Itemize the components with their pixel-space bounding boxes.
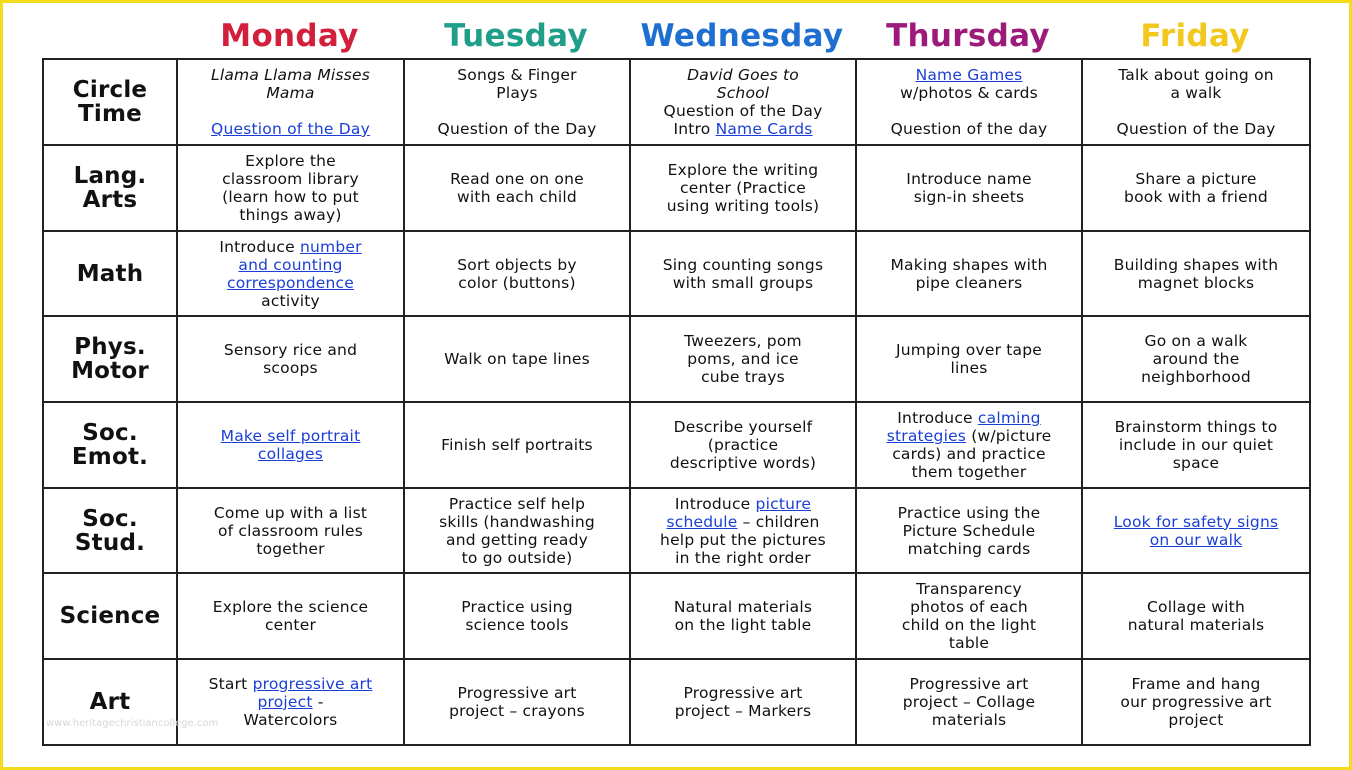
table-row [43,145,1310,231]
activity-text-line: activity [261,291,320,310]
subject-label [43,316,177,402]
activity-cell-friday [1082,316,1310,402]
activity-text-line [636,120,850,138]
activity-text-line: David Goes to [687,66,799,84]
activity-text-line: Frame and hang [1131,674,1261,693]
activity-text-line: Progressive art [457,683,577,702]
activity-link[interactable]: progressive art [252,674,373,693]
activity-cell-tuesday [404,402,630,488]
line-spacer [862,102,1076,120]
activity-text-line: Introduce name [906,169,1032,188]
activity-text-line: (practice [707,435,779,454]
activity-text-line [183,675,398,693]
activity-text-line: project – Markers [674,701,812,720]
activity-text-line: Plays [496,84,538,102]
activity-text-line [183,693,398,711]
activity-text-line: Sing counting songs [662,255,824,274]
activity-text-line [636,513,850,531]
activity-text-line: Question of the Day [1116,120,1276,138]
activity-cell-monday [177,145,404,231]
activity-text-line: lines [950,359,988,378]
subject-label-line: Science [59,603,161,630]
activity-link[interactable]: project [257,692,313,711]
activity-cell-friday [1082,231,1310,317]
day-header-monday: Monday [220,18,359,54]
activity-text: - [312,692,324,711]
activity-cell-thursday [856,59,1082,145]
activity-text-line: them together [911,462,1027,481]
activity-text-line: magnet blocks [1137,273,1255,292]
subject-label [43,402,177,488]
activity-text-line: Go on a walk [1144,332,1248,351]
activity-text: (w/picture [966,426,1052,445]
activity-text-line [862,427,1076,445]
activity-text-line: Transparency [916,580,1022,599]
activity-cell-wednesday [630,145,856,231]
activity-link[interactable]: collages [257,444,324,463]
activity-text-line: with each child [457,187,577,206]
day-header-friday: Friday [1140,18,1250,54]
day-header-thursday: Thursday [886,18,1050,54]
activity-text-line: Explore the writing [667,160,819,179]
activity-text-line: project – Collage [902,692,1036,711]
lesson-plan-table [42,58,1311,746]
activity-cell-thursday [856,488,1082,574]
activity-text-line: School [716,84,770,102]
activity-text-line: with small groups [672,273,814,292]
activity-text-line: center (Practice [680,178,806,197]
activity-text-line: sign-in sheets [913,187,1025,206]
activity-cell-wednesday [630,231,856,317]
activity-text-line: Read one on one [450,169,584,188]
activity-text-line: child on the light [901,616,1037,635]
activity-cell-wednesday [630,659,856,745]
activity-text-line: Sort objects by [457,255,577,274]
activity-cell-thursday [856,573,1082,659]
activity-text-line: Practice self help [448,494,586,513]
table-row [43,659,1310,745]
activity-cell-wednesday [630,488,856,574]
activity-link[interactable]: number [299,237,362,256]
subject-label-line: Lang. [73,162,147,189]
activity-text-line: materials [931,710,1007,729]
activity-link[interactable]: Make self portrait [220,426,361,445]
activity-text-line: poms, and ice [687,350,799,369]
activity-cell-wednesday [630,402,856,488]
activity-text-line: center [264,616,317,635]
activity-cell-monday [177,659,404,745]
activity-text-line: of classroom rules [217,521,364,540]
activity-text-line: a walk [1170,84,1222,102]
activity-text-line: Progressive art [683,683,803,702]
activity-text-line: Talk about going on [1118,66,1274,84]
activity-cell-monday [177,488,404,574]
activity-text-line: Question of the day [890,120,1048,138]
activity-text-line: Practice using the [897,503,1041,522]
table-row [43,573,1310,659]
activity-cell-friday [1082,488,1310,574]
activity-text: Intro [673,120,716,138]
activity-text-line: Brainstorm things to [1114,417,1278,436]
activity-link[interactable]: Question of the Day [211,120,370,138]
activity-cell-monday [177,573,404,659]
activity-cell-friday [1082,145,1310,231]
activity-text-line: project – crayons [449,701,585,720]
activity-text-line: (learn how to put [222,187,359,206]
activity-text-line: Explore the science [212,598,369,617]
activity-text-line: to go outside) [461,548,573,567]
activity-cell-tuesday [404,59,630,145]
subject-label [43,573,177,659]
activity-text-line: natural materials [1127,616,1265,635]
activity-text-line: Jumping over tape [895,341,1043,360]
activity-text: Introduce [897,408,978,427]
activity-text-line: help put the pictures [660,530,826,549]
activity-cell-tuesday [404,659,630,745]
subject-label [43,59,177,145]
activity-text-line: Explore the [245,151,336,170]
activity-text-line: cube trays [701,368,785,387]
subject-label-line: Math [76,260,144,287]
activity-text-line [636,495,850,513]
subject-label-line: Art [89,688,131,715]
subject-label-line: Soc. [82,419,138,446]
activity-cell-monday [177,316,404,402]
subject-label [43,145,177,231]
activity-text-line: using writing tools) [666,196,820,215]
activity-cell-monday [177,402,404,488]
subject-label-line: Emot. [71,443,149,470]
activity-link[interactable]: schedule [666,512,738,531]
activity-cell-thursday [856,402,1082,488]
activity-text-line: photos of each [910,598,1028,617]
activity-cell-thursday [856,145,1082,231]
activity-cell-tuesday [404,145,630,231]
activity-text-line: Natural materials [673,598,813,617]
subject-label-line: Time [78,101,142,127]
activity-text-line: neighborhood [1141,368,1251,387]
activity-cell-friday [1082,659,1310,745]
activity-cell-thursday [856,316,1082,402]
activity-text-line: Songs & Finger [457,66,577,84]
table-row [43,316,1310,402]
table-row [43,231,1310,317]
subject-label [43,488,177,574]
activity-cell-wednesday [630,573,856,659]
activity-link[interactable]: Name Games [915,66,1023,84]
activity-cell-friday [1082,59,1310,145]
activity-cell-monday [177,231,404,317]
activity-text-line: classroom library [222,169,359,188]
activity-text-line [183,238,398,256]
activity-text-line: Progressive art [909,674,1029,693]
activity-link[interactable]: strategies [886,426,967,445]
activity-cell-friday [1082,573,1310,659]
activity-text-line: color (buttons) [458,273,576,292]
subject-label-line: Arts [82,186,138,213]
activity-text: – children [737,512,820,531]
activity-text-line: and getting ready [446,530,588,549]
activity-link[interactable]: picture [755,494,812,513]
activity-text-line: Collage with [1146,598,1245,617]
activity-link[interactable]: Name Cards [715,120,813,138]
activity-text: Introduce [674,494,756,513]
activity-link[interactable]: Look for safety signs [1113,512,1279,531]
activity-text-line: Mama [266,84,315,102]
activity-text-line: science tools [465,616,569,635]
activity-cell-tuesday [404,316,630,402]
activity-text-line: table [948,634,990,653]
activity-text-line: in the right order [675,548,811,567]
subject-label [43,659,177,745]
activity-text-line: Question of the Day [663,102,823,120]
activity-text-line: Walk on tape lines [444,350,590,369]
activity-text-line: Picture Schedule [902,521,1036,540]
activity-text-line: pipe cleaners [915,273,1023,292]
activity-text-line: Describe yourself [673,417,813,436]
activity-cell-thursday [856,659,1082,745]
activity-text: Start [208,674,253,693]
activity-text-line: matching cards [907,539,1031,558]
activity-cell-tuesday [404,231,630,317]
activity-text-line: things away) [239,205,342,224]
table-row [43,488,1310,574]
activity-text-line: Tweezers, pom [684,332,802,351]
activity-text-line: Watercolors [243,710,338,729]
activity-text-line: Practice using [461,598,573,617]
table-row [43,402,1310,488]
activity-text: Introduce [219,237,300,256]
subject-label-line: Soc. [82,505,138,532]
subject-label-line: Phys. [74,334,146,361]
activity-cell-friday [1082,402,1310,488]
activity-cell-wednesday [630,316,856,402]
activity-text-line: project [1168,710,1224,729]
activity-text-line: descriptive words) [669,453,817,472]
subject-label-line: Motor [71,358,149,385]
day-header-wednesday: Wednesday [640,18,844,54]
activity-text-line: around the [1152,350,1240,369]
activity-text-line: Sensory rice and [223,341,358,360]
activity-text-line: Making shapes with [890,255,1048,274]
activity-cell-thursday [856,231,1082,317]
day-header-tuesday: Tuesday [444,18,588,54]
activity-text-line: space [1172,453,1220,472]
line-spacer [410,102,624,120]
table-row [43,59,1310,145]
activity-cell-tuesday [404,573,630,659]
watermark-text: www.heritagechristiancollege.com [46,718,219,729]
activity-text-line: Building shapes with [1113,255,1279,274]
activity-text-line: w/photos & cards [900,84,1038,102]
activity-link[interactable]: on our walk [1149,530,1243,549]
line-spacer [1088,102,1304,120]
activity-link[interactable]: calming [977,408,1041,427]
activity-link[interactable]: correspondence [227,273,354,292]
activity-cell-wednesday [630,59,856,145]
activity-text-line: together [256,539,325,558]
activity-text-line: Come up with a list [213,503,368,522]
activity-text-line: scoops [263,359,318,378]
activity-link[interactable]: and counting [238,255,343,274]
activity-text-line: Question of the Day [437,120,597,138]
activity-text-line: book with a friend [1124,187,1268,206]
subject-label [43,231,177,317]
activity-text-line [862,409,1076,427]
activity-text-line: on the light table [674,616,812,635]
activity-text-line: Llama Llama Misses [211,66,370,84]
activity-cell-monday [177,59,404,145]
activity-text-line: our progressive art [1120,692,1272,711]
activity-text-line: Finish self portraits [441,435,593,454]
activity-cell-tuesday [404,488,630,574]
activity-text-line: Share a picture [1135,169,1257,188]
activity-text-line: include in our quiet [1118,435,1274,454]
subject-label-line: Circle [72,77,148,103]
line-spacer [183,102,398,120]
activity-text-line: cards) and practice [892,444,1046,463]
activity-text-line: skills (handwashing [439,512,595,531]
subject-label-line: Stud. [74,529,146,556]
